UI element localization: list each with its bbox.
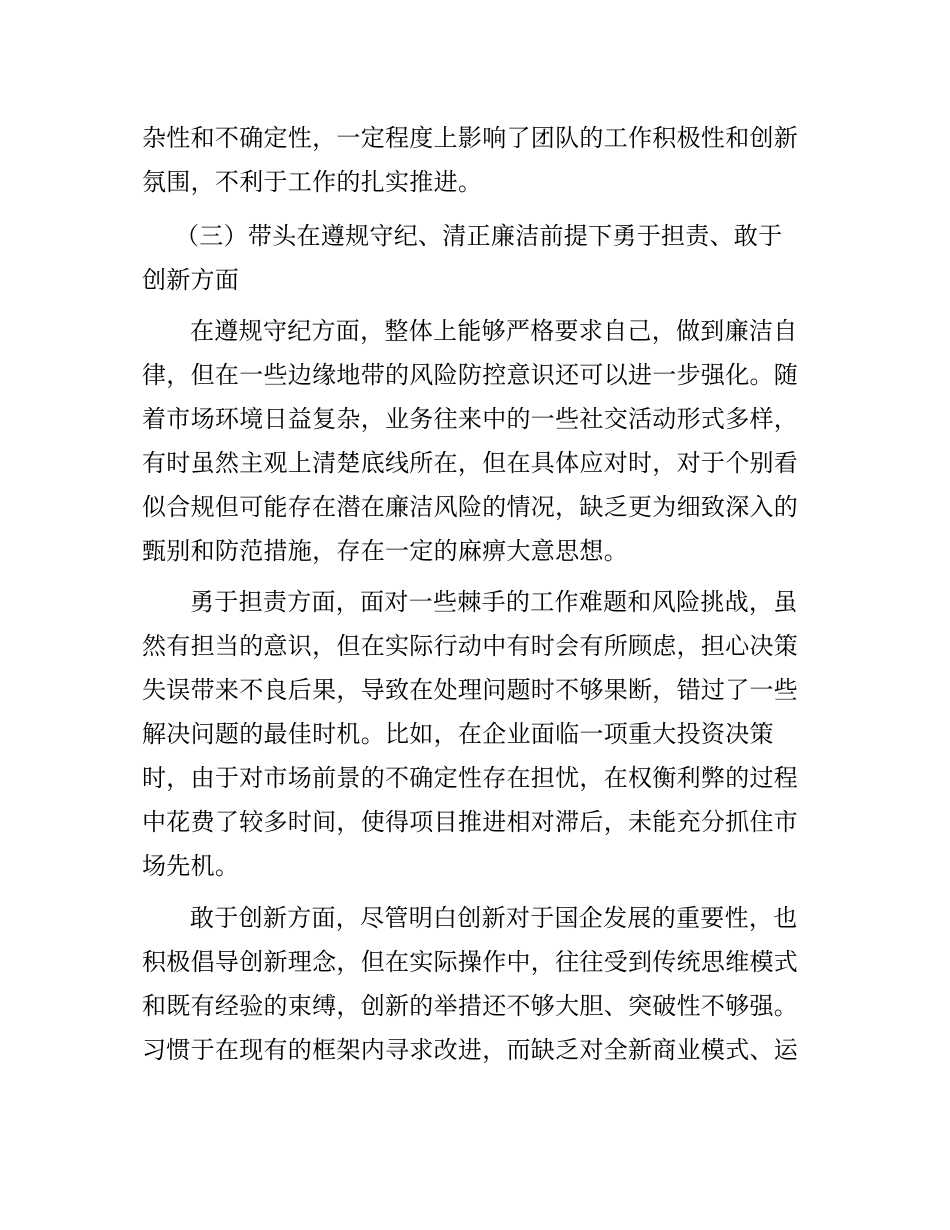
text-line: 氛围，不利于工作的扎实推进。	[142, 168, 483, 196]
heading-line: （三）带头在遵规守纪、清正廉洁前提下勇于担责、敢于	[175, 222, 783, 250]
text-line: 解决问题的最佳时机。比如，在企业面临一项重大投资决策	[142, 720, 774, 748]
text-line: 然有担当的意识，但在实际行动中有时会有所顾虑，担心决策	[142, 632, 799, 660]
text-line: 着市场环境日益复杂，业务往来中的一些社交活动形式多样，	[142, 405, 799, 433]
text-line: 和既有经验的束缚，创新的举措还不够大胆、突破性不够强。	[142, 992, 799, 1020]
text-line: 场先机。	[142, 852, 240, 880]
text-line: 甄别和防范措施，存在一定的麻痹大意思想。	[142, 537, 628, 565]
text-line: 在遵规守纪方面，整体上能够严格要求自己，做到廉洁自	[190, 317, 798, 345]
text-line: 勇于担责方面，面对一些棘手的工作难题和风险挑战，虽	[190, 588, 798, 616]
text-line: 敢于创新方面，尽管明白创新对于国企发展的重要性，也	[190, 904, 798, 932]
text-line: 时，由于对市场前景的不确定性存在担忧，在权衡利弊的过程	[142, 764, 799, 792]
text-line: 似合规但可能存在潜在廉洁风险的情况，缺乏更为细致深入的	[142, 493, 799, 521]
text-line: 习惯于在现有的框架内寻求改进，而缺乏对全新商业模式、运	[142, 1036, 799, 1064]
text-line: 失误带来不良后果，导致在处理问题时不够果断，错过了一些	[142, 676, 799, 704]
text-line: 杂性和不确定性，一定程度上影响了团队的工作积极性和创新	[142, 124, 799, 152]
heading-line: 创新方面	[142, 266, 240, 294]
text-line: 中花费了较多时间，使得项目推进相对滞后，未能充分抓住市	[142, 808, 799, 836]
text-line: 律，但在一些边缘地带的风险防控意识还可以进一步强化。随	[142, 361, 799, 389]
text-line: 有时虽然主观上清楚底线所在，但在具体应对时，对于个别看	[142, 449, 799, 477]
text-line: 积极倡导创新理念，但在实际操作中，往往受到传统思维模式	[142, 948, 799, 976]
